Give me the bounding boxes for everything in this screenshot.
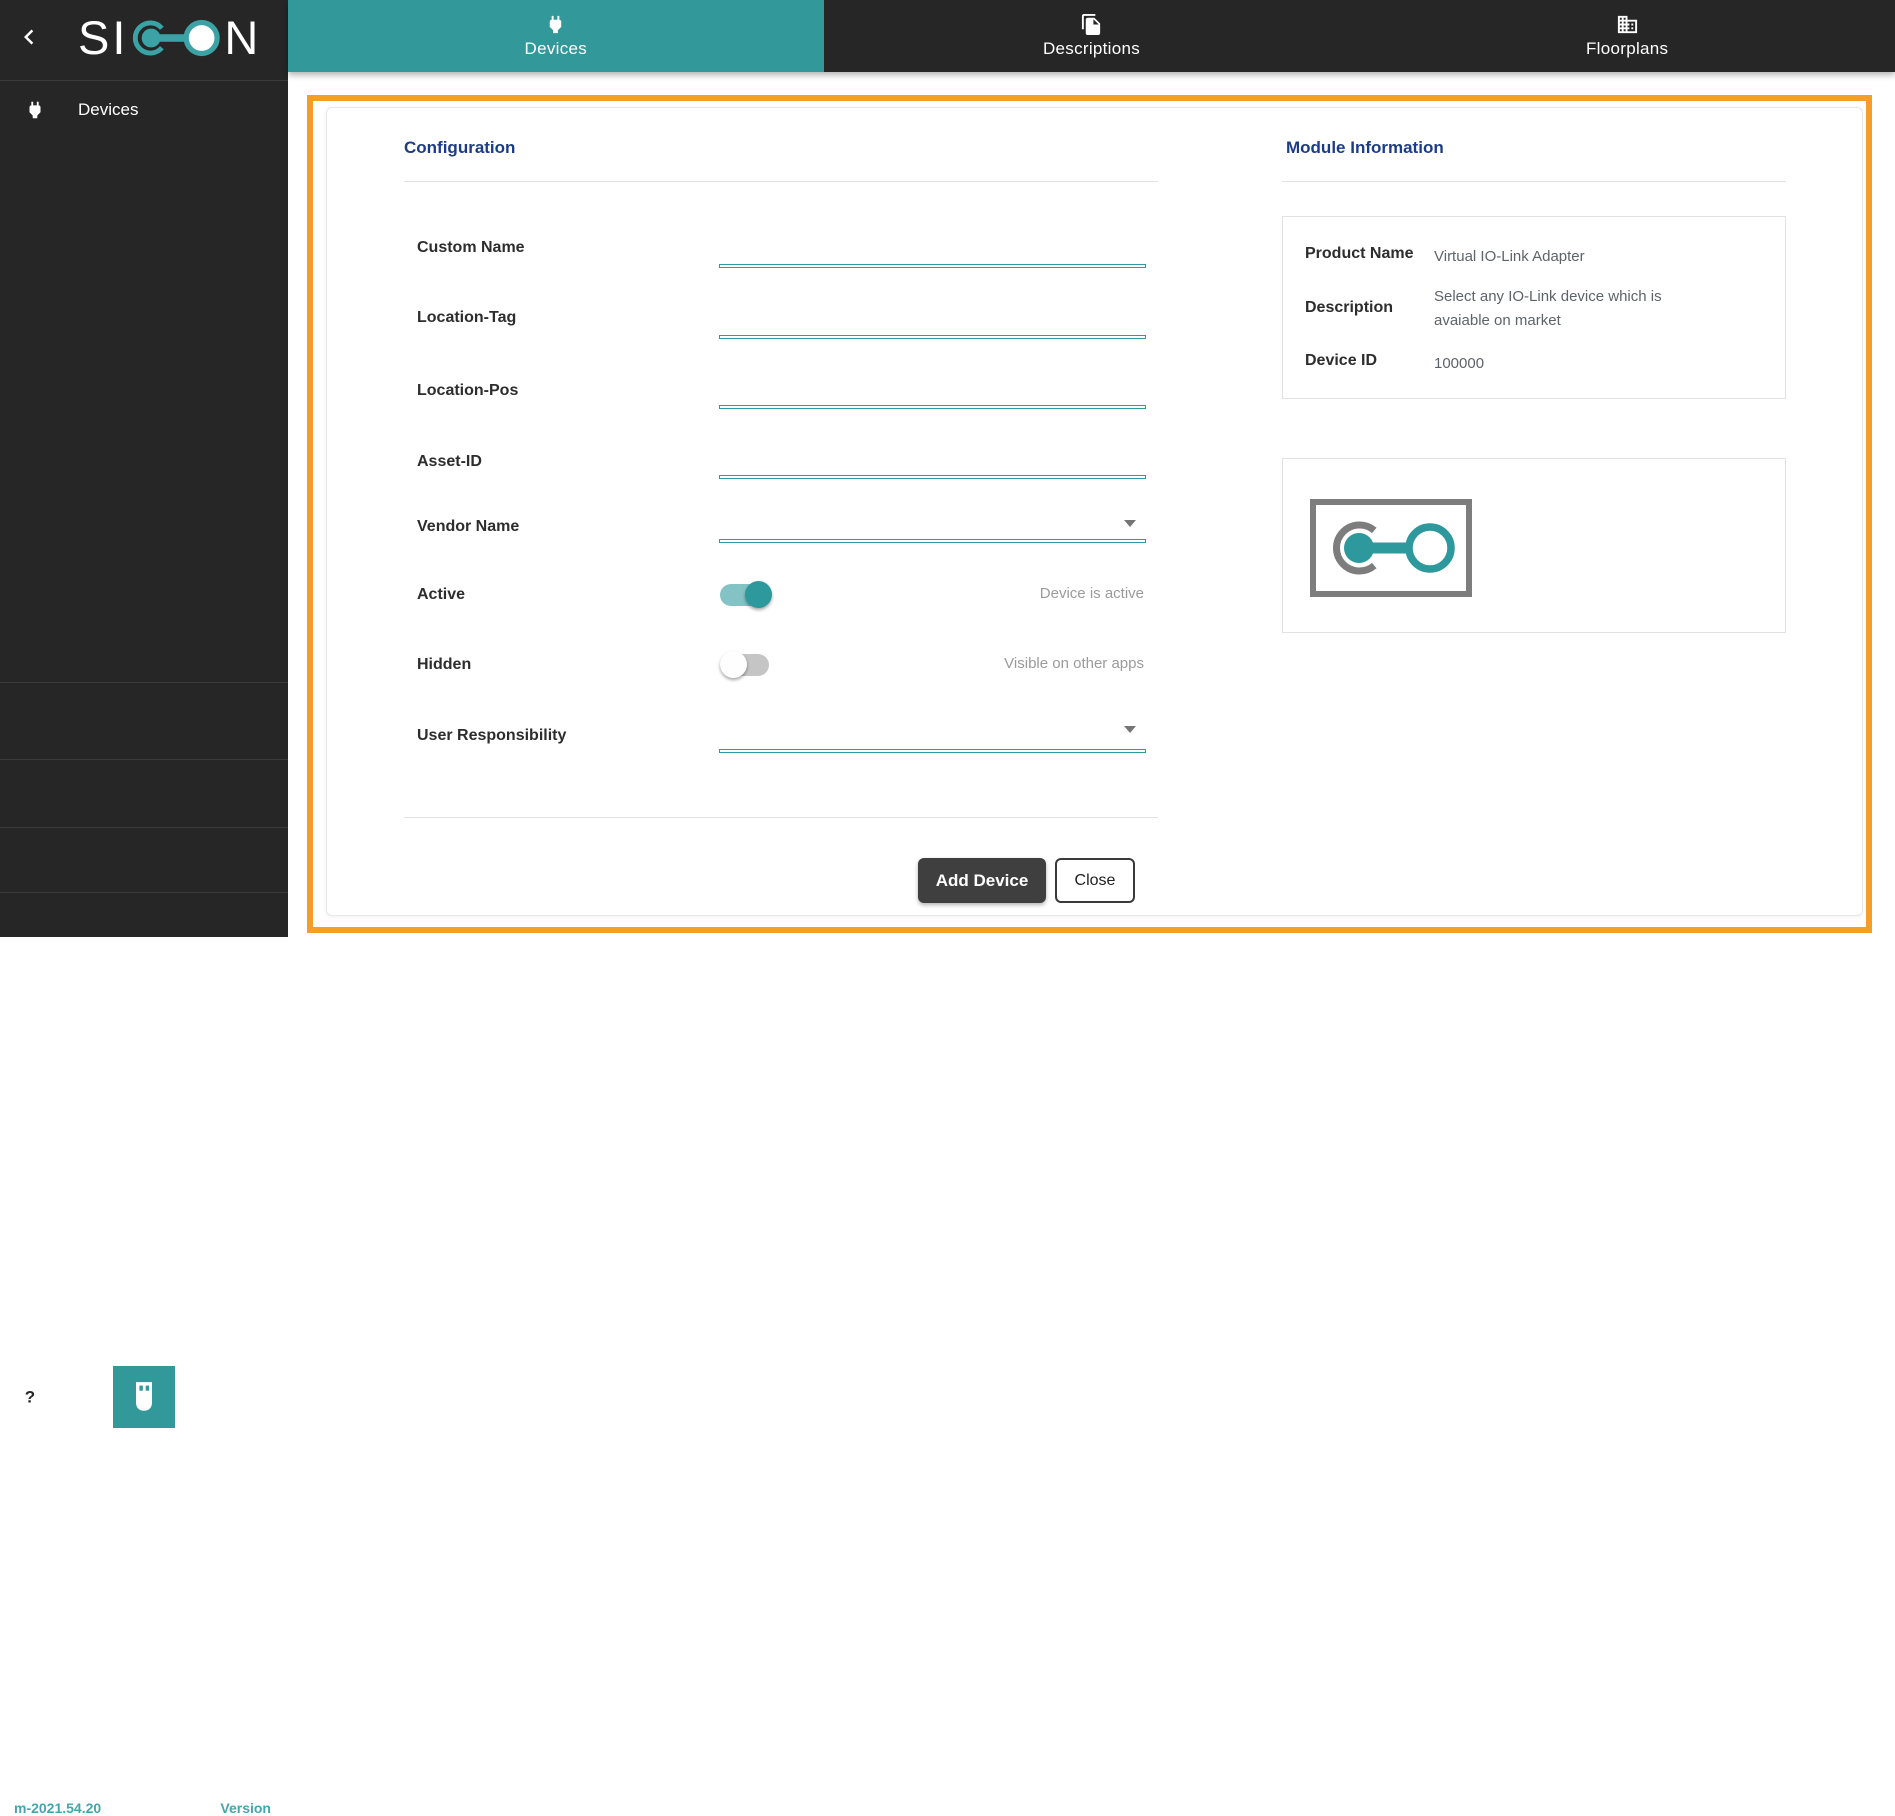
logo-emblem-icon	[130, 14, 222, 62]
info-label-device-id: Device ID	[1305, 352, 1378, 369]
add-device-button[interactable]: Add Device	[918, 858, 1046, 903]
hidden-toggle[interactable]	[720, 651, 772, 679]
section-divider	[404, 817, 1158, 818]
field-label-location-tag: Location-Tag	[417, 309, 517, 326]
svg-text:?: ?	[24, 1387, 36, 1407]
download-icon[interactable]	[236, 1679, 261, 1704]
field-label-vendor-name: Vendor Name	[417, 518, 520, 535]
logo-text-suffix: N	[224, 11, 262, 64]
info-label-product-name: Product Name	[1305, 245, 1414, 262]
section-divider	[1282, 181, 1786, 182]
io-link-logo	[1305, 492, 1505, 602]
tab-devices[interactable]	[288, 0, 824, 72]
tab-label: Floorplans	[1585, 39, 1669, 58]
sidebar-item-label: Devices	[78, 100, 139, 119]
field-label-custom-name: Custom Name	[417, 239, 525, 256]
logo-text-prefix: SI	[78, 11, 129, 64]
field-label-user-responsibility: User Responsibility	[417, 727, 567, 744]
logout-icon[interactable]	[248, 1541, 273, 1566]
building-icon	[1616, 13, 1639, 36]
user-responsibility-select[interactable]	[719, 749, 1146, 753]
field-label-location-pos: Location-Pos	[417, 382, 519, 399]
device-form-card	[326, 107, 1863, 916]
usb-connector-icon	[130, 1381, 158, 1413]
section-divider	[404, 181, 1158, 182]
plug-icon	[544, 13, 567, 36]
asset-id-input[interactable]	[719, 475, 1146, 479]
user-name: gpsadmin	[108, 1544, 182, 1563]
toggle-thumb	[720, 651, 747, 678]
info-value-description: Select any IO-Link device which is avaiable on market	[1434, 288, 1662, 329]
tab-descriptions[interactable]	[824, 0, 1360, 72]
info-value-product-name: Virtual IO-Link Adapter	[1434, 248, 1585, 265]
qr-code-label[interactable]: QR Code	[68, 1683, 137, 1700]
location-tag-input[interactable]	[719, 335, 1146, 339]
info-label-description: Description	[1305, 299, 1394, 316]
field-label-active: Active	[417, 586, 466, 603]
active-toggle[interactable]	[720, 581, 772, 609]
tab-label: Devices	[524, 39, 588, 58]
qr-code-icon[interactable]	[15, 1678, 42, 1705]
location-pos-input[interactable]	[719, 405, 1146, 409]
sidebar	[0, 0, 288, 1816]
field-label-hidden: Hidden	[417, 656, 472, 673]
back-chevron-icon[interactable]	[14, 22, 44, 52]
help-icon[interactable]	[14, 1381, 48, 1415]
module-image-box	[1282, 458, 1786, 633]
version-value: m-2021.54.20	[14, 1800, 102, 1816]
sidebar-item-devices[interactable]	[0, 88, 288, 132]
version-label: Version	[220, 1800, 271, 1816]
configuration-title: Configuration	[404, 138, 516, 157]
hidden-helper-text: Visible on other apps	[1004, 655, 1144, 672]
gear-icon[interactable]	[242, 1382, 272, 1412]
app-logo	[78, 12, 261, 64]
module-information-title: Module Information	[1286, 138, 1444, 157]
active-helper-text: Device is active	[1039, 585, 1144, 602]
tab-label: Descriptions	[1042, 39, 1141, 58]
plug-icon	[24, 99, 46, 121]
toggle-thumb	[745, 581, 772, 608]
person-check-icon[interactable]	[16, 1540, 44, 1567]
chevron-down-icon[interactable]	[1124, 520, 1136, 527]
module-info-table	[1282, 216, 1786, 399]
custom-name-input[interactable]	[719, 264, 1146, 268]
active-device-tool-button[interactable]	[113, 1366, 175, 1428]
sidebar-header	[0, 0, 288, 80]
main-content	[288, 72, 1895, 937]
close-button[interactable]: Close	[1055, 858, 1135, 903]
chevron-down-icon[interactable]	[1124, 726, 1136, 733]
file-copy-icon	[1080, 13, 1103, 36]
info-value-device-id: 100000	[1434, 355, 1485, 372]
field-label-asset-id: Asset-ID	[417, 453, 482, 470]
sidebar-icon-row	[0, 682, 288, 1407]
user-row	[0, 760, 288, 1563]
vendor-name-select[interactable]	[719, 539, 1146, 543]
sidebar-divider	[0, 80, 288, 81]
tab-floorplans[interactable]	[1359, 0, 1895, 72]
tab-bar	[288, 0, 1895, 72]
